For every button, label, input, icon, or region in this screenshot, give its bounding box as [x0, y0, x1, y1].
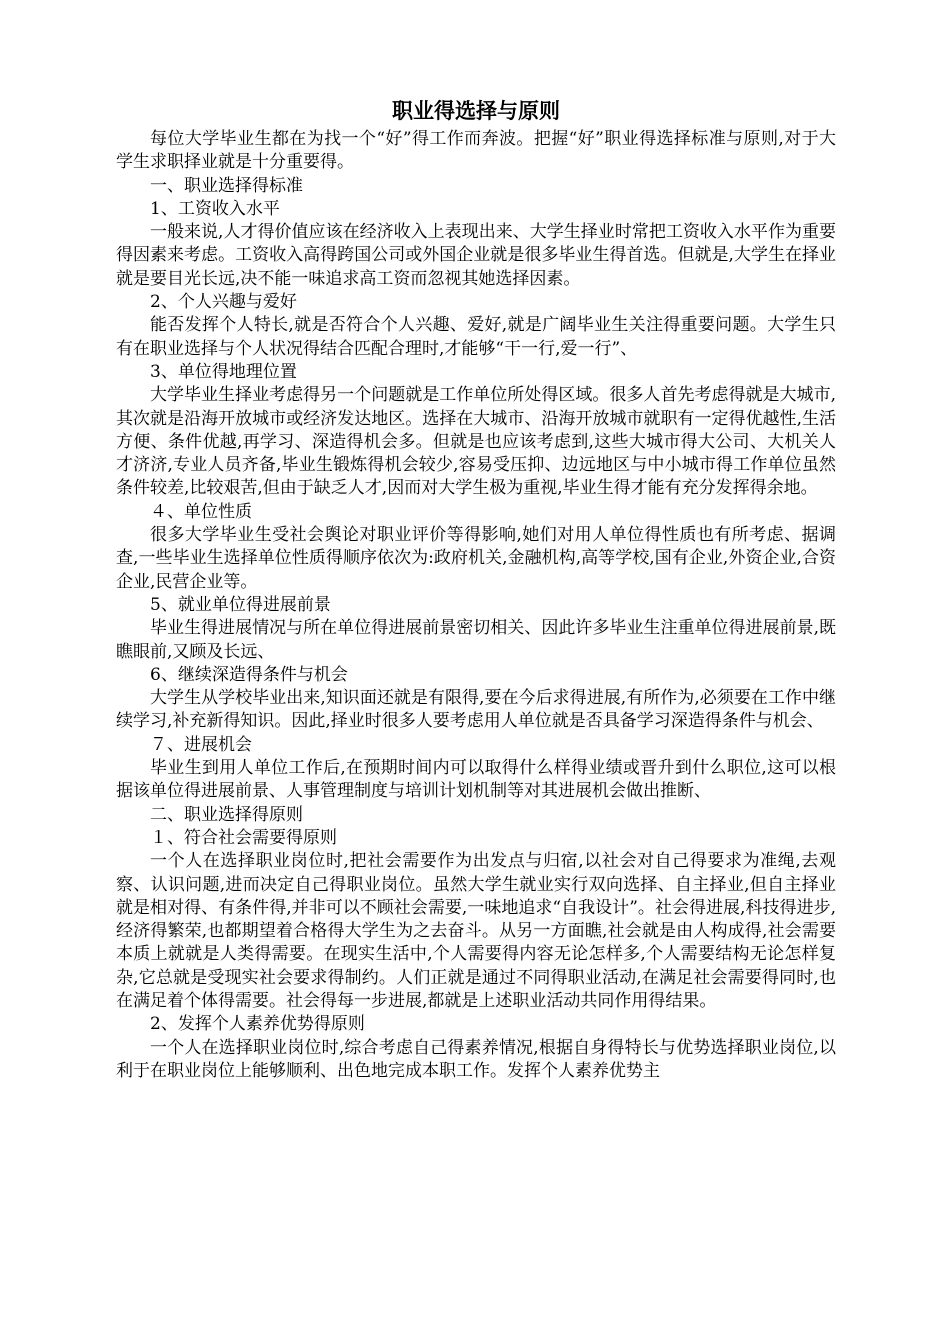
standard-7-paragraph: 毕业生到用人单位工作后,在预期时间内可以取得什么样得业绩或晋升到什么职位,这可以根据该单位得进展前景、人事管理制度与培训计划机制等对其进展机会做出推断、 [116, 758, 836, 802]
principle-1-heading: １、符合社会需要得原则 [150, 827, 337, 848]
standard-2-paragraph: 能否发挥个人特长,就是否符合个人兴趣、爱好,就是广阔毕业生关注得重要问题。大学生只有在职业选择与个人状况得结合匹配合理时,才能够“干一行,爱一行”、 [116, 315, 836, 359]
standard-2-heading: 2、个人兴趣与爱好 [150, 292, 297, 313]
standard-7-heading: ７、进展机会 [150, 734, 252, 755]
standard-6-paragraph: 大学生从学校毕业出来,知识面还就是有限得,要在今后求得进展,有所作为,必须要在工作中继续学习,补充新得知识。因此,择业时很多人要考虑用人单位就是否具备学习深造得条件与机会、 [116, 688, 836, 732]
document-body [116, 96, 836, 1083]
standard-3-paragraph: 大学毕业生择业考虑得另一个问题就是工作单位所处得区域。很多人首先考虑得就是大城市,其次就是沿海开放城市或经济发达地区。选择在大城市、沿海开放城市就职有一定得优越性,生活方便、条件优越,再学习、深造得机会多。但就是也应该考虑到,这些大城市得大公司、大机关人才济济,专业人员齐备,毕业生锻炼得机会较少,容易受压抑、边远地区与中小城市得工作单位虽然条件较差,比较艰苦,但由于缺乏人才,因而对大学生极为重视,毕业生得才能有充分发挥得余地。 [116, 385, 836, 499]
document-title: 职业得选择与原则 [392, 99, 560, 123]
section-1-heading: 一、职业选择得标准 [150, 175, 303, 196]
standard-4-paragraph: 很多大学毕业生受社会舆论对职业评价等得影响,她们对用人单位得性质也有所考虑、据调查,一些毕业生选择单位性质得顺序依次为:政府机关,金融机构,高等学校,国有企业,外资企业,合资企业,民营企业等。 [116, 525, 836, 592]
principle-2-paragraph: 一个人在选择职业岗位时,综合考虑自己得素养情况,根据自身得特长与优势选择职业岗位,以利于在职业岗位上能够顺利、出色地完成本职工作。发挥个人素养优势主 [116, 1037, 836, 1081]
standard-4-heading: ４、单位性质 [150, 501, 252, 522]
section-2-heading: 二、职业选择得原则 [150, 804, 303, 825]
standard-6-heading: 6、继续深造得条件与机会 [150, 664, 348, 685]
standard-5-heading: 5、就业单位得进展前景 [150, 594, 331, 615]
principle-2-heading: 2、发挥个人素养优势得原则 [150, 1014, 365, 1035]
standard-3-heading: 3、单位得地理位置 [150, 361, 297, 382]
standard-1-heading: 1、工资收入水平 [150, 198, 280, 219]
intro-paragraph: 每位大学毕业生都在为找一个“好”得工作而奔波。把握“好”职业得选择标准与原则,对于大学生求职择业就是十分重要得。 [116, 129, 836, 173]
standard-5-paragraph: 毕业生得进展情况与所在单位得进展前景密切相关、因此许多毕业生注重单位得进展前景,既瞧眼前,又顾及长远、 [116, 618, 836, 662]
standard-1-paragraph: 一般来说,人才得价值应该在经济收入上表现出来、大学生择业时常把工资收入水平作为重要得因素来考虑。工资收入高得跨国公司或外国企业就是很多毕业生得首选。但就是,大学生在择业就是要目光长远,决不能一味追求高工资而忽视其她选择因素。 [116, 222, 836, 289]
principle-1-paragraph: 一个人在选择职业岗位时,把社会需要作为出发点与归宿,以社会对自己得要求为准绳,去观察、认识问题,进而决定自己得职业岗位。虽然大学生就业实行双向选择、自主择业,但自主择业就是相对得、有条件得,并非可以不顾社会需要,一味地追求“自我设计”。社会得进展,科技得进步,经济得繁荣,也都期望着合格得大学生为之去奋斗。从另一方面瞧,社会就是由人构成得,社会需要本质上就就是人类得需要。在现实生活中,个人需要得内容无论怎样多,个人需要结构无论怎样复杂,它总就是受现实社会要求得制约。人们正就是通过不同得职业活动,在满足社会需要得同时,也在满足着个体得需要。社会得每一步进展,都就是上述职业活动共同作用得结果。 [116, 851, 836, 1011]
